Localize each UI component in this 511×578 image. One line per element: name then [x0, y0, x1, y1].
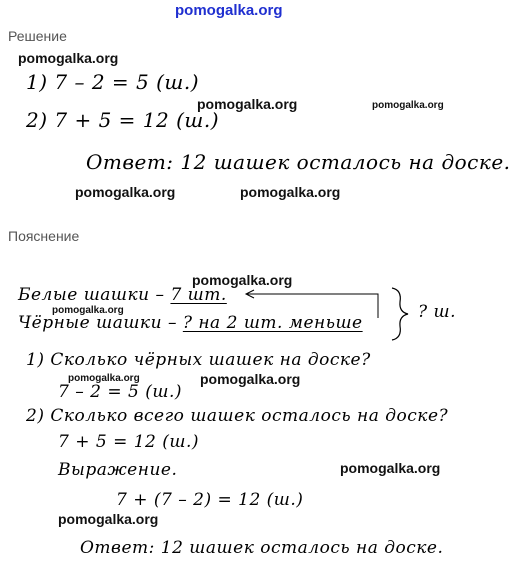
calculation-1: 7 – 2 = 5 (ш.) [58, 382, 182, 402]
watermark: pomogalka.org [240, 184, 341, 200]
watermark: pomogalka.org [58, 511, 159, 527]
watermark: pomogalka.org [200, 371, 301, 387]
white-checkers-value: 7 шт. [170, 285, 227, 305]
comparison-arrow [246, 294, 378, 318]
expression: 7 + (7 – 2) = 12 (ш.) [116, 490, 304, 510]
watermark-top: pomogalka.org [175, 2, 283, 19]
watermark: pomogalka.org [192, 272, 293, 288]
solution-step-2: 2) 7 + 5 = 12 (ш.) [26, 108, 219, 132]
watermark: pomogalka.org [18, 50, 119, 66]
explanation-heading: Пояснение [8, 228, 80, 244]
question-2: 2) Сколько всего шашек осталось на доске? [26, 406, 449, 426]
watermark: pomogalka.org [75, 184, 176, 200]
watermark: pomogalka.org [340, 460, 441, 476]
total-brace [392, 288, 408, 340]
solution-step-1: 1) 7 – 2 = 5 (ш.) [26, 70, 200, 94]
question-1: 1) Сколько чёрных шашек на доске? [26, 350, 371, 370]
watermark: pomogalka.org [372, 100, 444, 111]
white-checkers-label: Белые шашки – [18, 285, 171, 305]
solution-heading: Решение [8, 28, 67, 44]
solution-answer: Ответ: 12 шашек осталось на доске. [86, 150, 511, 174]
watermark: pomogalka.org [68, 373, 140, 384]
watermark: pomogalka.org [52, 305, 124, 316]
black-checkers-label: Чёрные шашки – [18, 313, 183, 333]
black-checkers-value: ? на 2 шт. меньше [182, 313, 363, 333]
explanation-answer: Ответ: 12 шашек осталось на доске. [80, 538, 444, 558]
calculation-2: 7 + 5 = 12 (ш.) [58, 432, 200, 452]
expression-label: Выражение. [58, 460, 178, 480]
watermark: pomogalka.org [197, 96, 298, 112]
total-question: ? ш. [418, 302, 457, 322]
